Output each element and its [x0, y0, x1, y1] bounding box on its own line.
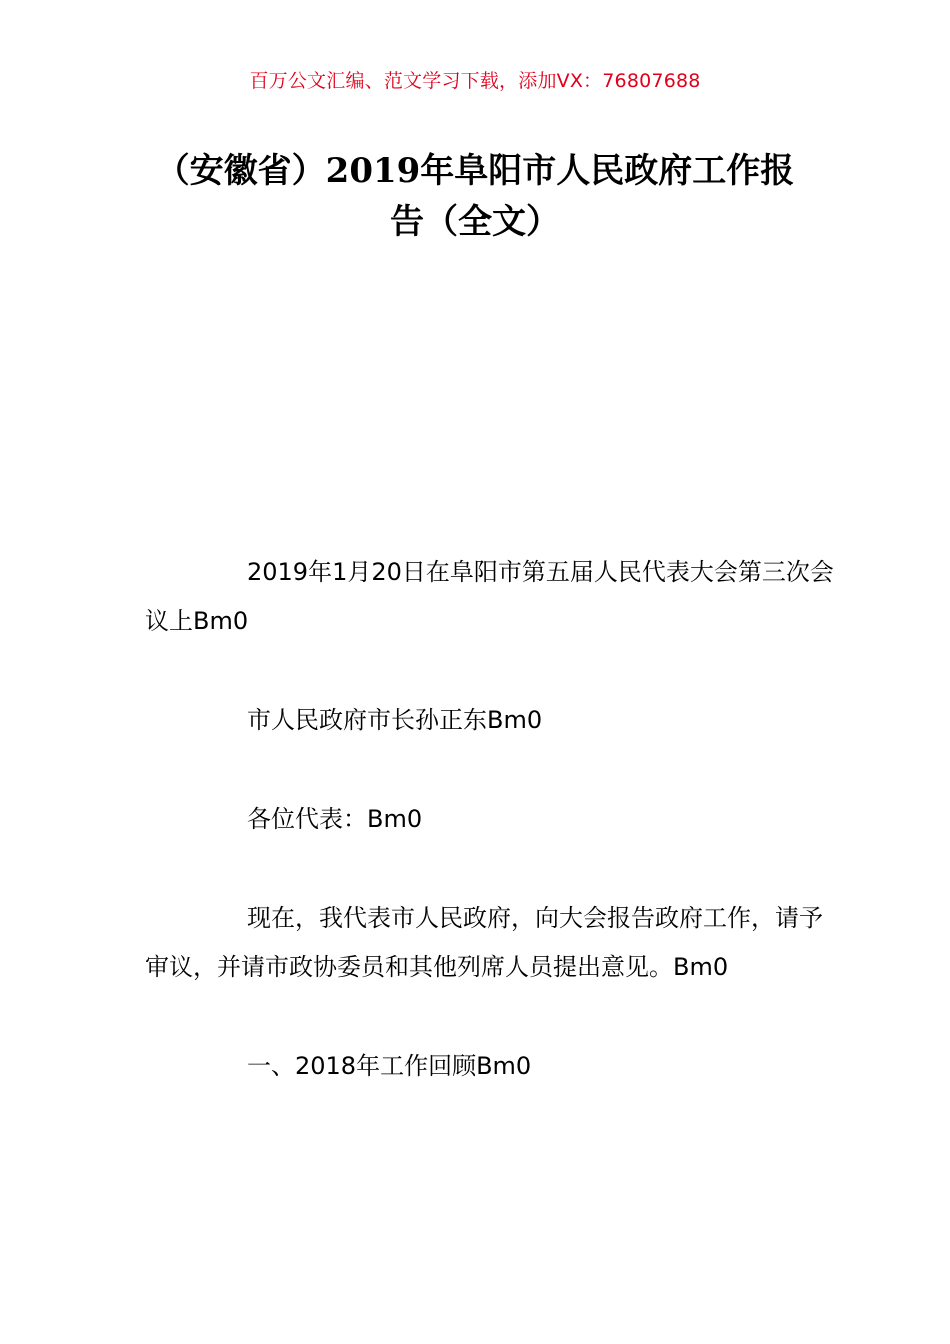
paragraph-intro: 现在，我代表市人民政府，向大会报告政府工作，请予审议，并请市政协委员和其他列席人员提出意见。Bm0 [145, 904, 823, 981]
document-title: （安徽省）2019年阜阳市人民政府工作报告（全文） [155, 151, 795, 242]
header-note: 百万公文汇编、范文学习下载，添加VX：76807688 [249, 70, 701, 92]
paragraph-salutation: 各位代表：Bm0 [247, 805, 423, 833]
paragraph-speaker: 市人民政府市长孙正东Bm0 [247, 706, 543, 734]
document-body [145, 548, 835, 1091]
paragraph-meeting-info: 2019年1月20日在阜阳市第五届人民代表大会第三次会议上Bm0 [145, 558, 834, 635]
section-heading: 一、2018年工作回顾Bm0 [247, 1052, 532, 1080]
